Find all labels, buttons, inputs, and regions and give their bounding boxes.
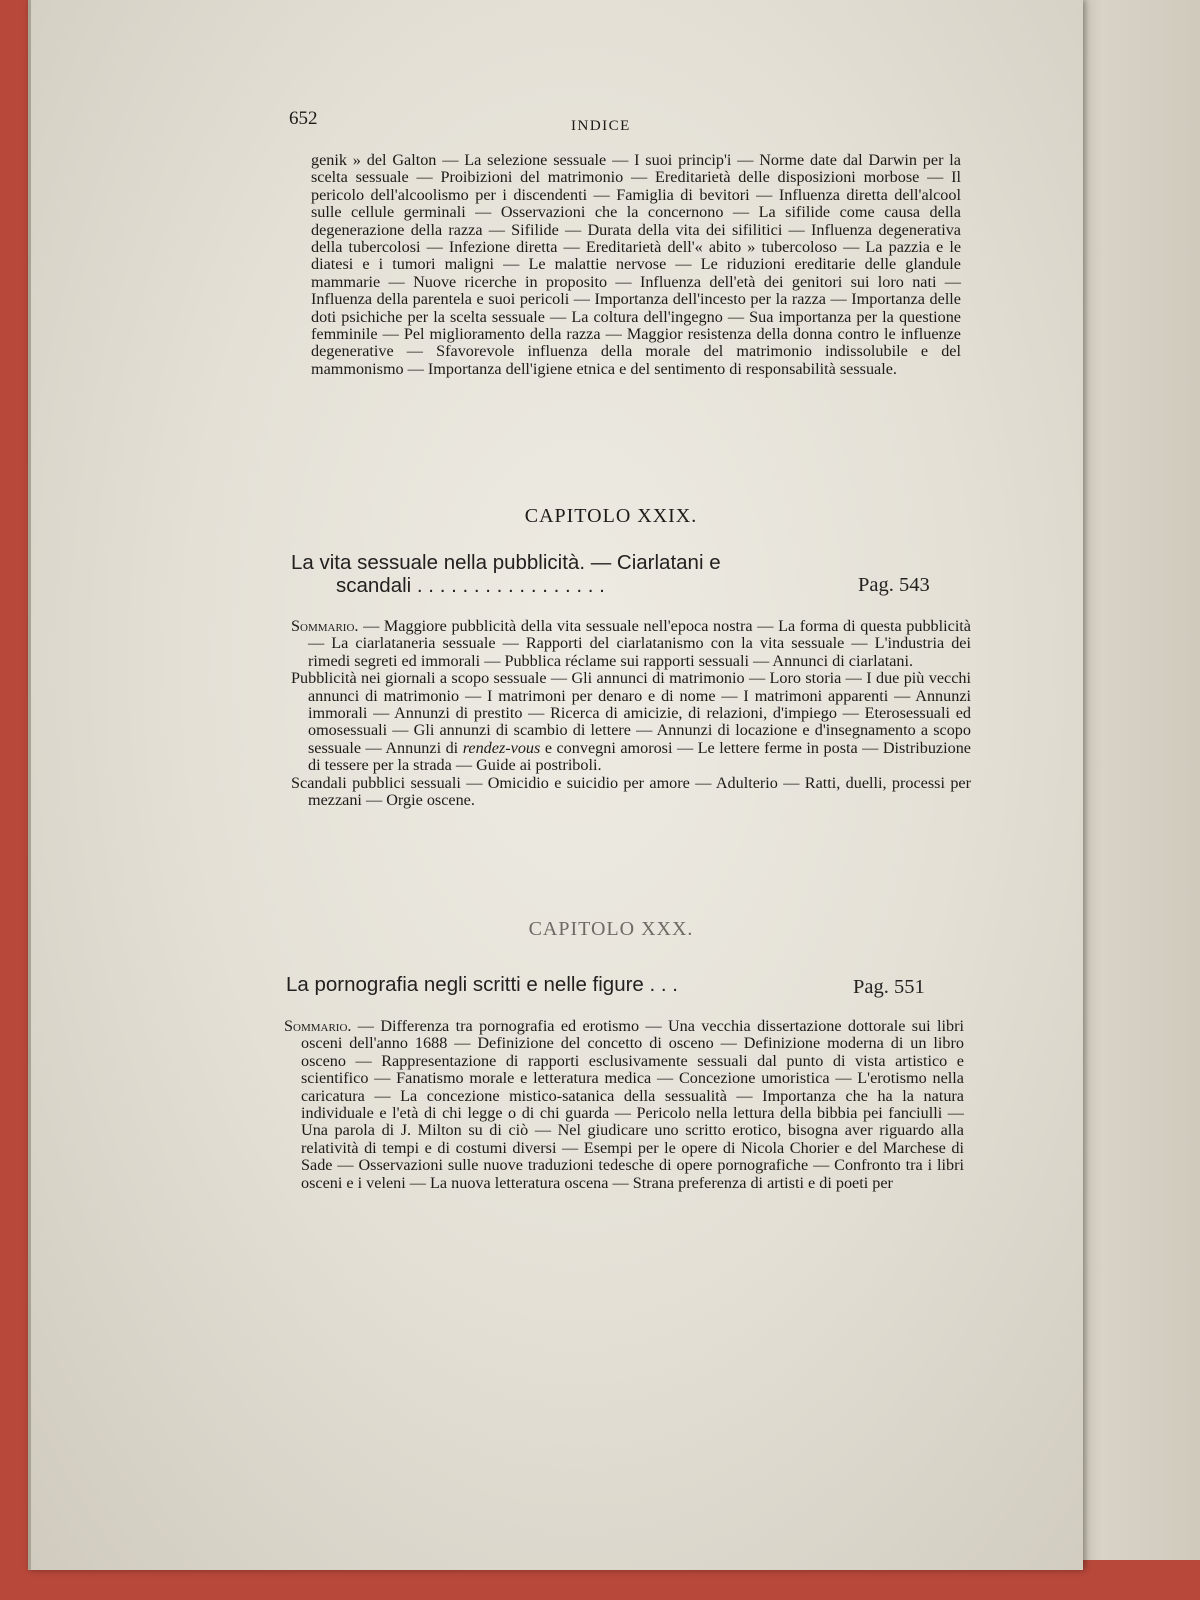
book-page xyxy=(28,0,1083,1570)
page-number: 652 xyxy=(289,108,318,129)
summary-text: — Differenza tra pornografia ed erotismo — Una vecchia dissertazione dottorale sui libri osceni dell'anno 1688 — Definizione del concetto di osceno — Definizione moderna di un libro osceno — Rappresentazione di rapporti esclusivamente sessuali dal punto di vista artistico e scientifico — Fanatismo morale e letteratura medica — Concezione umoristica — L'erotismo nella caricatura — La concezione mistico-satanica della sessualità — Importanza che ha la natura individuale e l'età di chi legge o di chi guarda — Pericolo nella lettura della bibbia pei fanciulli — Una parola di J. Milton su di ciò — Nel giudicare uno scritto erotico, bisogna aver riguardo alla relatività di tempi e di costumi diversi — Esempi per le opere di Nicola Chorier e del Marchese di Sade — Osservazioni sulle nuove traduzioni tedesche di opere pornografiche — Confronto tra i libri osceni e i veleni — La nuova letteratura oscena — Strana preferenza di artisti e di poeti per xyxy=(301,1017,964,1192)
chapter-30-heading: CAPITOLO XXX. xyxy=(528,918,694,940)
chapter-30-summary xyxy=(284,1018,964,1192)
chapter-30-title: La pornografia negli scritti e nelle figure . . . xyxy=(286,973,678,996)
summary-paragraph xyxy=(284,1018,964,1192)
summary-text: e convegni amorosi — Le lettere ferme in posta — Distribuzione di tessere per la strada — Guide ai postriboli. xyxy=(308,738,971,775)
summary-text: Scandali pubblici sessuali — Omicidio e suicidio per amore — Adulterio — Ratti, duelli, processi per mezzani — Orgie oscene. xyxy=(291,773,971,810)
summary-paragraph xyxy=(291,775,971,810)
chapter-29-heading: CAPITOLO XXIX. xyxy=(524,505,698,527)
summary-label: Sommario. xyxy=(291,617,359,635)
chapter-29-title-continuation: scandali . . . . . . . . . . . . . . . . . xyxy=(336,574,605,597)
chapter-29-page-ref: Pag. 543 xyxy=(858,574,930,596)
summary-text: Pubblicità nei giornali a scopo sessuale — Gli annunci di matrimonio — Loro storia — I due più vecchi annunci di matrimonio — I matrimoni per denaro e di nome — I matrimoni apparenti — Annunzi immorali — Annunzi di prestito — Ricerca di amicizie, di relazioni, d'impiego — Eterosessuali ed omosessuali — Gli annunzi di scambio di lettere — Annunzi di locazione e d'insegnamento a scopo sessuale — Annunzi di xyxy=(291,669,971,757)
summary-italic-term: rendez-vous xyxy=(462,738,541,757)
chapter-29-summary xyxy=(291,618,971,809)
summary-text: — Maggiore pubblicità della vita sessuale nell'epoca nostra — La forma di questa pubblicità — La ciarlataneria sessuale — Rapporti del ciarlatanismo con la vita sessuale — L'industria dei rimedi segreti ed immorali — Pubblica réclame sui rapporti sessuali — Annunci di ciarlatani. xyxy=(308,617,971,670)
summary-label: Sommario. xyxy=(284,1017,352,1035)
previous-chapter-summary-continuation: genik » del Galton — La selezione sessuale — I suoi princip'i — Norme date dal Darwin per la scelta sessuale — Proibizioni del matrimonio — Ereditarietà delle disposizioni morbose — Il pericolo dell'alcoolismo per i discendenti — Famiglia di bevitori — Influenza diretta dell'alcool sulle cellule germinali — Osservazioni che la concernono — La sifilide come causa della degenerazione della razza — Sifilide — Durata della vita dei sifilitici — Influenza degenerativa della tubercolosi — Infezione diretta — Ereditarietà dell'« abito » tubercoloso — La pazzia e le diatesi e i tumori maligni — Le malattie nervose — Le riduzioni ereditarie delle glandule mammarie — Nuove ricerche in proposito — Influenza dell'età dei genitori sui loro nati — Influenza della parentela e suoi pericoli — Importanza dell'incesto per la razza — Importanza delle doti psichiche per la scelta sessuale — La coltura dell'ingegno — Sua importanza per la questione femminile — Pel miglioramento della razza — Maggior resistenza della donna contro le influenze degenerative — Sfavorevole influenza della morale del matrimonio indissolubile e del mammonismo — Importanza dell'igiene etnica e del sentimento di responsabilità sessuale. xyxy=(311,151,961,378)
summary-paragraph xyxy=(291,670,971,774)
chapter-30-page-ref: Pag. 551 xyxy=(853,976,925,998)
summary-paragraph xyxy=(291,618,971,670)
running-head: INDICE xyxy=(571,118,631,134)
chapter-29-title: La vita sessuale nella pubblicità. — Ciarlatani e xyxy=(291,551,721,574)
